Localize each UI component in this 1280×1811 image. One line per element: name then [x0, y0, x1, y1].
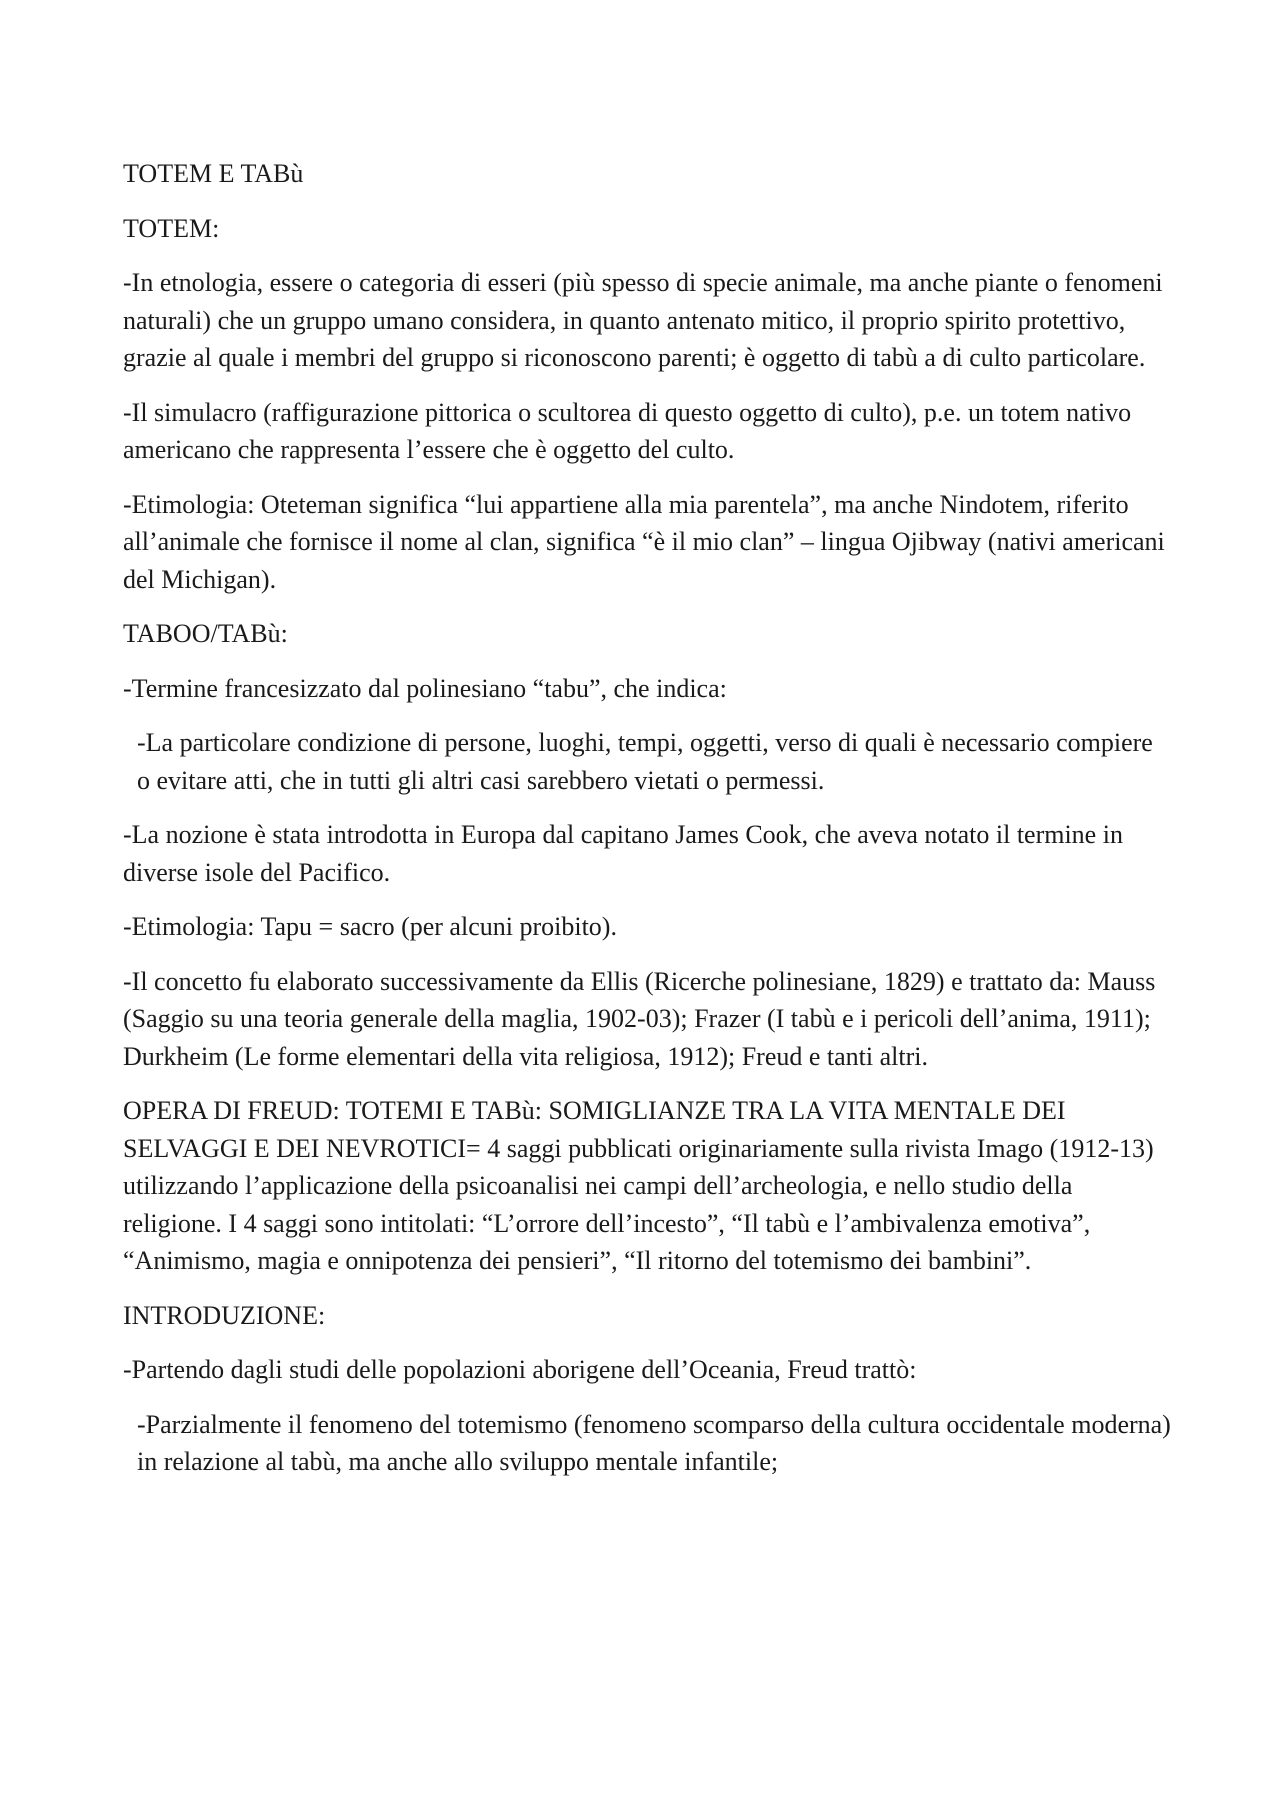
taboo-paragraph-termine: -Termine francesizzato dal polinesiano “tabu”, che indica:: [123, 673, 727, 703]
taboo-heading: TABOO/TABù:: [123, 619, 288, 648]
document-body: [123, 155, 1171, 1498]
taboo-paragraph-condizione: -La particolare condizione di persone, luoghi, tempi, oggetti, verso di quali è necessario compiere o evitare atti, che in tutti gli altri casi sarebbero vietati o permessi.: [137, 728, 1153, 795]
totem-heading: TOTEM:: [123, 213, 220, 243]
intro-paragraph-totemismo: -Parzialmente il fenomeno del totemismo (fenomeno scomparso della cultura occidentale moderna) in relazione al tabù, ma anche allo sviluppo mentale infantile;: [137, 1409, 1171, 1476]
totem-paragraph-simulacro: -Il simulacro (raffigurazione pittorica o scultorea di questo oggetto di culto), p.e. un totem nativo americano che rappresenta l’essere che è oggetto del culto.: [123, 397, 1132, 464]
document-title: TOTEM E TABù: [123, 159, 304, 188]
totem-paragraph-definition: -In etnologia, essere o categoria di esseri (più spesso di specie animale, ma anche piante o fenomeni naturali) che un gruppo umano considera, in quanto antenato mitico, il proprio spirito protettivo, grazie al quale i membri del gruppo si riconoscono parenti; è oggetto di tabù a di culto particolare.: [123, 268, 1163, 372]
taboo-paragraph-etimologia: -Etimologia: Tapu = sacro (per alcuni proibito).: [123, 912, 617, 941]
opera-freud-paragraph: OPERA DI FREUD: TOTEMI E TABù: SOMIGLIANZE TRA LA VITA MENTALE DEI SELVAGGI E DEI NEVROTICI= 4 saggi pubblicati originariamente sulla rivista Imago (1912-13) utilizzando l’applicazione della psicoanalisi nei campi dell’archeologia, e nello studio della religione. I 4 saggi sono intitolati: “L’orrore dell’incesto”, “Il tabù e l’ambivalenza emotiva”, “Animismo, magia e onnipotenza dei pensieri”, “Il ritorno del totemismo dei bambini”.: [123, 1096, 1154, 1275]
intro-heading: INTRODUZIONE:: [123, 1300, 326, 1330]
intro-paragraph-partendo: -Partendo dagli studi delle popolazioni aborigene dell’Oceania, Freud trattò:: [123, 1355, 917, 1384]
taboo-paragraph-nozione: -La nozione è stata introdotta in Europa dal capitano James Cook, che aveva notato il termine in diverse isole del Pacifico.: [123, 820, 1123, 887]
taboo-paragraph-concetto: -Il concetto fu elaborato successivamente da Ellis (Ricerche polinesiane, 1829) e trattato da: Mauss (Saggio su una teoria generale della maglia, 1902-03); Frazer (I tabù e i pericoli dell’anima, 1911); Durkheim (Le forme elementari della vita religiosa, 1912); Freud e tanti altri.: [123, 966, 1156, 1071]
totem-paragraph-etimologia: -Etimologia: Oteteman significa “lui appartiene alla mia parentela”, ma anche Nindotem, riferito all’animale che fornisce il nome al clan, significa “è il mio clan” – lingua Ojibway (nativi americani del Michigan).: [123, 489, 1165, 594]
